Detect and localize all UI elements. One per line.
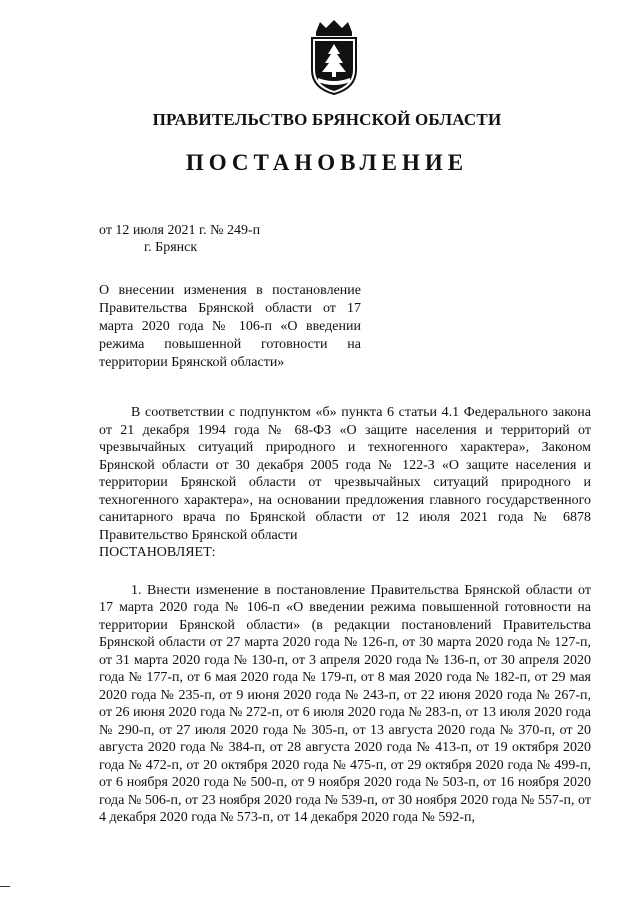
decree-heading: ПОСТАНОВЛЯЕТ: [99, 545, 216, 560]
document-subject: О внесении изменения в постановление Правительства Брянской области от 17 марта 2020 года № 106-п «О введении режима повышенной готовности на территории Брянской области» [99, 283, 361, 370]
document-date-number: от 12 июля 2021 г. № 249-п [99, 223, 261, 238]
item-1-paragraph: 1. Внести изменение в постановление Правительства Брянской области от 17 марта 2020 года № 106-п «О введении режима повышенной готовности на территории Брянской области» (в редакции постановлений Правительства Брянской области от 27 марта 2020 года № 126-п, от 30 марта 2020 года № 127-п, от 31 марта 2020 года № 130-п, от 3 апреля 2020 года № 136-п, от 30 апреля 2020 года № 177-п, от 6 мая 2020 года № 179-п, от 8 мая 2020 года № 182-п, от 29 мая 2020 года № 235-п, от 9 июня 2020 года № 243-п, от 22 июня 2020 года № 267-п, от 26 июня 2020 года № 272-п, от 6 июля 2020 года № 283-п, от 13 июля 2020 года № 290-п, от 27 июля 2020 года № 305-п, от 13 августа 2020 года № 370-п, от 20 августа 2020 года № 384-п, от 28 августа 2020 года № 413-п, от 19 октября 2020 года № 472-п, от 20 октября 2020 года № 475-п, от 29 октября 2020 года № 499-п, от 6 ноября 2020 года № 500-п, от 9 ноября 2020 года № 503-п, от 16 ноября 2020 года № 506-п, от 23 ноября 2020 года № 539-п, от 30 ноября 2020 года № 557-п, от 4 декабря 2020 года № 573-п, от 14 декабря 2020 года № 592-п, [99, 582, 591, 825]
scan-edge-mark [0, 886, 10, 887]
document-meta [99, 222, 260, 256]
document-city: г. Брянск [144, 240, 198, 255]
coat-of-arms-icon [302, 18, 366, 96]
preamble-paragraph: В соответствии с подпунктом «б» пункта 6 статьи 4.1 Федерального закона от 21 декабря 1994 года № 68-ФЗ «О защите населения и территорий от чрезвычайных ситуаций природного и техногенного характера», Законом Брянской области от 30 декабря 2005 года № 122-З «О защите населения и территории Брянской области от чрезвычайных ситуаций природного и техногенного характера», на основании предложения главного государственного санитарного врача по Брянской области от 12 июля 2021 года № 6878 Правительство Брянской области [99, 405, 591, 543]
document-type-title: ПОСТАНОВЛЕНИЕ [185, 150, 469, 175]
document-body [99, 404, 591, 827]
organization-title: ПРАВИТЕЛЬСТВО БРЯНСКОЙ ОБЛАСТИ [152, 110, 502, 129]
